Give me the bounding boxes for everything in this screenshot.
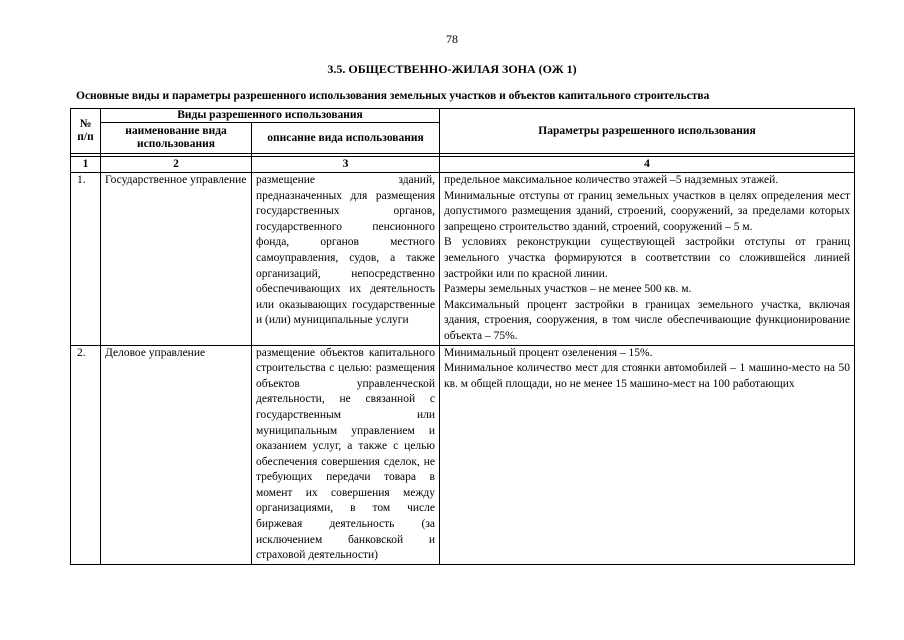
use-kind-name: Государственное управление (101, 173, 252, 346)
use-parameters-part-1 (440, 173, 855, 346)
column-number: 2 (101, 157, 252, 173)
parameter-line: В условиях реконструкции существующей застройки отступы от границ земельного участка формируются в соответствии со сложившейся линией застройки или по красной линии. (444, 236, 850, 280)
use-kind-name: Деловое управление (101, 345, 252, 564)
row-number: 1. (71, 173, 101, 346)
land-use-table (70, 108, 855, 565)
parameter-line: Минимальный процент озеленения – 15%. (444, 346, 653, 359)
parameter-line: Минимальные отступы от границ земельных участков в целях определения мест допустимого размещения зданий, строений, сооружений, за пределами которых запрещено строительство зданий, строений, сооружений – 5 м. (444, 189, 850, 233)
use-kind-description: размещение объектов капитального строительства с целью: размещения объектов управленческой деятельности, не связанной с государственным или муниципальным управлением и оказанием услуг, а также с целью обеспечения совершения сделок, не требующих передачи товара в момент их совершения между организациями, в том числе биржевая деятельность (за исключением банковской и страховой деятельности) (252, 345, 440, 564)
header-num: № п/п (71, 109, 101, 154)
header-kinds-group: Виды разрешенного использования (101, 109, 440, 123)
parameter-line: Минимальное количество мест для стоянки автомобилей – 1 машино-место на 50 кв. м общей площади, но не менее 15 машино-мест на 100 работающих (444, 362, 850, 390)
parameter-line: Размеры земельных участков – не менее 500 кв. м. (444, 283, 692, 296)
column-number: 1 (71, 157, 101, 173)
row-number: 2. (71, 345, 101, 564)
header-kind-desc: описание вида использования (252, 123, 440, 154)
table-caption: Основные виды и параметры разрешенного использования земельных участков и объектов капитального строительства (76, 90, 710, 102)
header-row (71, 109, 855, 123)
header-params: Параметры разрешенного использования (440, 109, 855, 154)
use-parameters-part-2 (440, 345, 855, 564)
parameter-line: предельное максимальное количество этажей –5 надземных этажей. (444, 174, 779, 186)
zone-title: 3.5. ОБЩЕСТВЕННО-ЖИЛАЯ ЗОНА (ОЖ 1) (327, 62, 577, 76)
page-number: 78 (446, 32, 458, 46)
column-number: 3 (252, 157, 440, 173)
column-number: 4 (440, 157, 855, 173)
table-row (71, 173, 855, 346)
header-kind-name: наименование вида использования (101, 123, 252, 154)
use-kind-description: размещение зданий, предназначенных для размещения государственных органов, государственного пенсионного фонда, органов местного самоуправления, судов, а также организаций, непосредственно обеспечивающих их деятельность или оказывающих государственные и (или) муниципальные услуги (252, 173, 440, 346)
parameter-line: Максимальный процент застройки в границах земельного участка, включая здания, строения, сооружения, в том числе обеспечивающие функционирование объекта – 75%. (444, 298, 850, 342)
table-row (71, 345, 855, 564)
column-number-row (71, 157, 855, 173)
